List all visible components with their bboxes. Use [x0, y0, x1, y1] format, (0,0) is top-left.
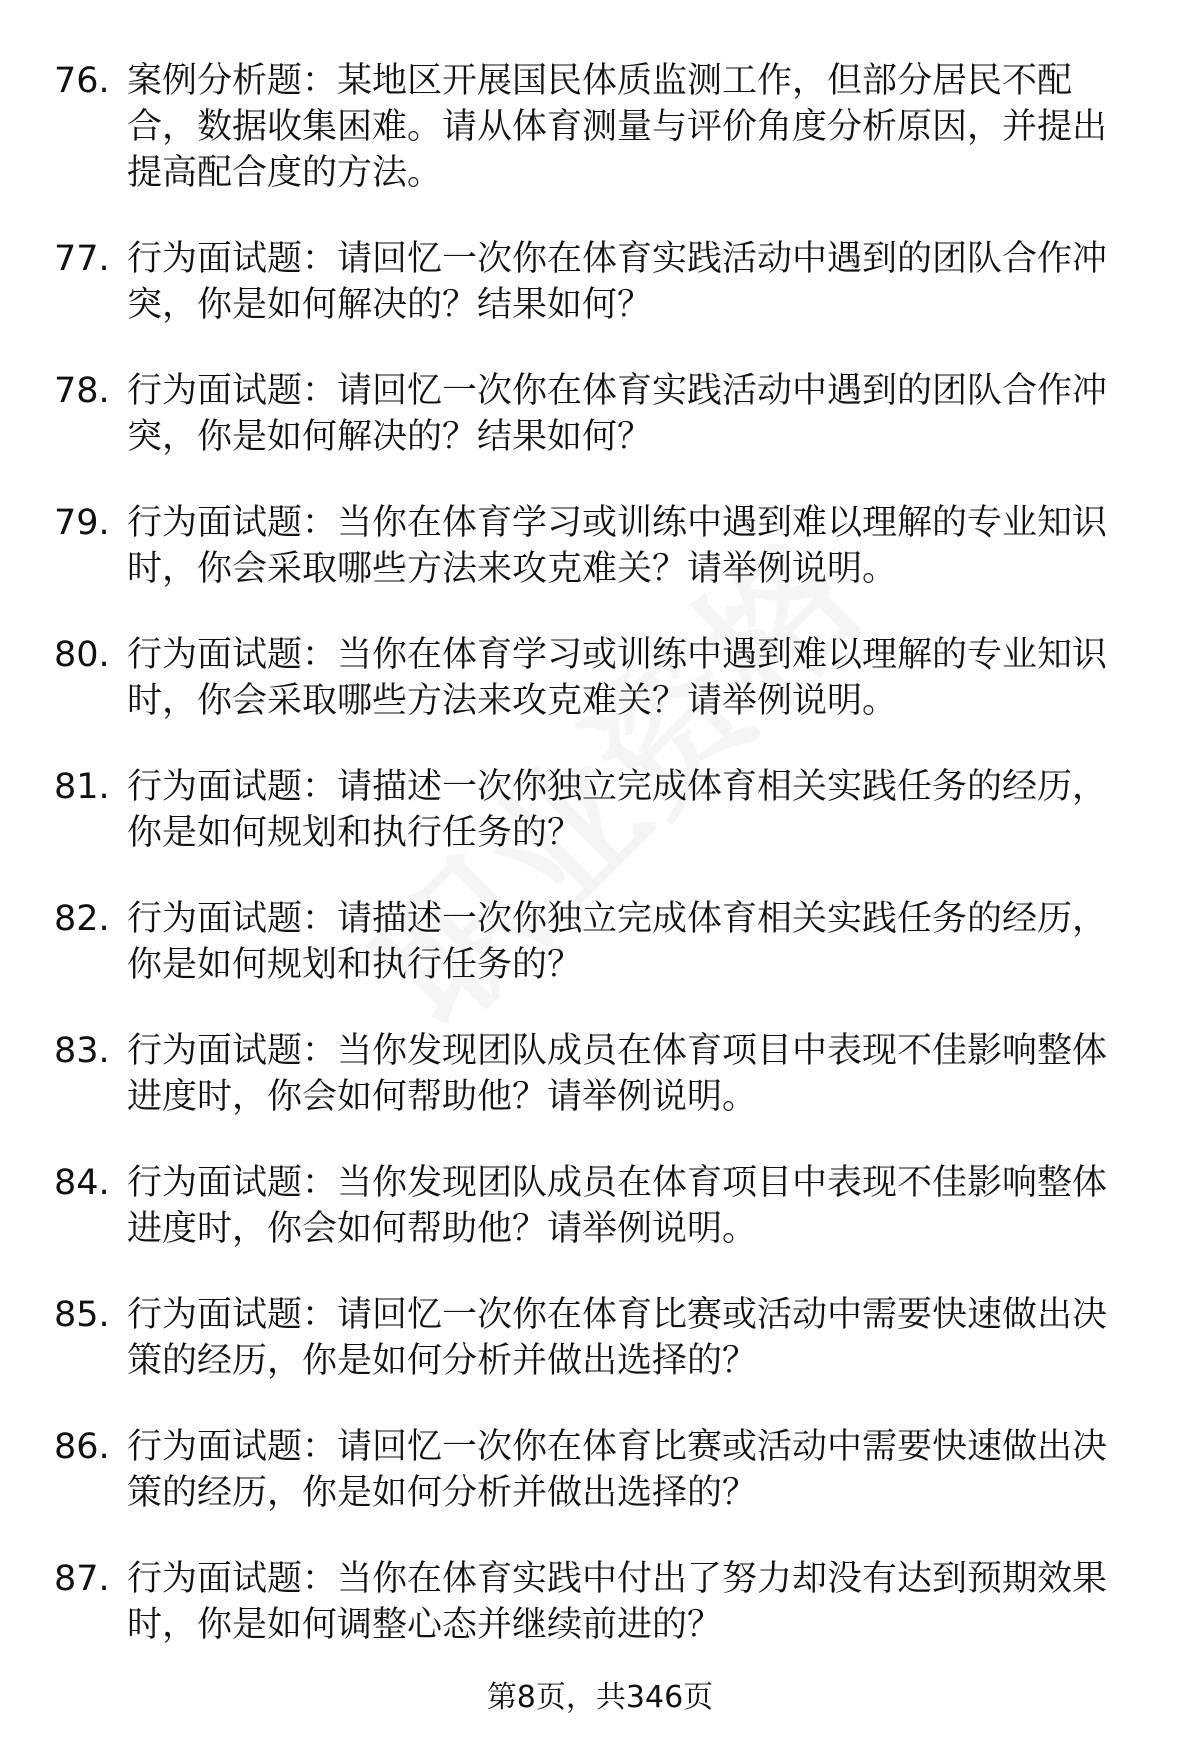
question-number: 84. [54, 1163, 110, 1203]
question-list [0, 58, 1200, 1688]
question-number: 87. [54, 1559, 110, 1599]
question-number: 83. [54, 1031, 110, 1071]
question-item [0, 1424, 1200, 1516]
question-number: 78. [54, 371, 110, 411]
question-item [0, 1556, 1200, 1648]
question-text: 行为面试题：当你发现团队成员在体育项目中表现不佳影响整体进度时，你会如何帮助他？请举例说明。 [127, 1031, 1108, 1117]
question-item [0, 236, 1200, 328]
question-item [0, 1160, 1200, 1252]
question-item [0, 764, 1200, 856]
page-footer [0, 1678, 1200, 1718]
question-text: 行为面试题：请回忆一次你在体育实践活动中遇到的团队合作冲突，你是如何解决的？结果如何？ [127, 239, 1108, 325]
question-text: 行为面试题：当你发现团队成员在体育项目中表现不佳影响整体进度时，你会如何帮助他？请举例说明。 [127, 1163, 1108, 1249]
question-number: 86. [54, 1427, 110, 1467]
question-item [0, 1028, 1200, 1120]
question-item [0, 1292, 1200, 1384]
question-number: 85. [54, 1295, 110, 1335]
question-text: 行为面试题：请回忆一次你在体育实践活动中遇到的团队合作冲突，你是如何解决的？结果如何？ [127, 371, 1108, 457]
question-item [0, 632, 1200, 724]
question-text: 行为面试题：请描述一次你独立完成体育相关实践任务的经历，你是如何规划和执行任务的？ [127, 767, 1108, 853]
question-item [0, 500, 1200, 592]
page-number-label: 第8页，共346页 [486, 1680, 714, 1715]
question-text: 行为面试题：请回忆一次你在体育比赛或活动中需要快速做出决策的经历，你是如何分析并做出选择的？ [127, 1295, 1108, 1381]
question-text: 行为面试题：当你在体育学习或训练中遇到难以理解的专业知识时，你会采取哪些方法来攻克难关？请举例说明。 [127, 635, 1108, 721]
question-item [0, 58, 1200, 196]
question-number: 77. [54, 239, 110, 279]
question-text: 行为面试题：当你在体育实践中付出了努力却没有达到预期效果时，你是如何调整心态并继续前进的？ [127, 1559, 1108, 1645]
question-item [0, 368, 1200, 460]
question-item [0, 896, 1200, 988]
question-text: 行为面试题：请描述一次你独立完成体育相关实践任务的经历，你是如何规划和执行任务的？ [127, 899, 1108, 985]
question-number: 82. [54, 899, 110, 939]
question-text: 案例分析题：某地区开展国民体质监测工作，但部分居民不配合，数据收集困难。请从体育测量与评价角度分析原因，并提出提高配合度的方法。 [127, 61, 1108, 193]
question-number: 76. [54, 61, 110, 101]
question-number: 81. [54, 767, 110, 807]
question-number: 80. [54, 635, 110, 675]
question-text: 行为面试题：当你在体育学习或训练中遇到难以理解的专业知识时，你会采取哪些方法来攻克难关？请举例说明。 [127, 503, 1108, 589]
question-text: 行为面试题：请回忆一次你在体育比赛或活动中需要快速做出决策的经历，你是如何分析并做出选择的？ [127, 1427, 1108, 1513]
question-number: 79. [54, 503, 110, 543]
